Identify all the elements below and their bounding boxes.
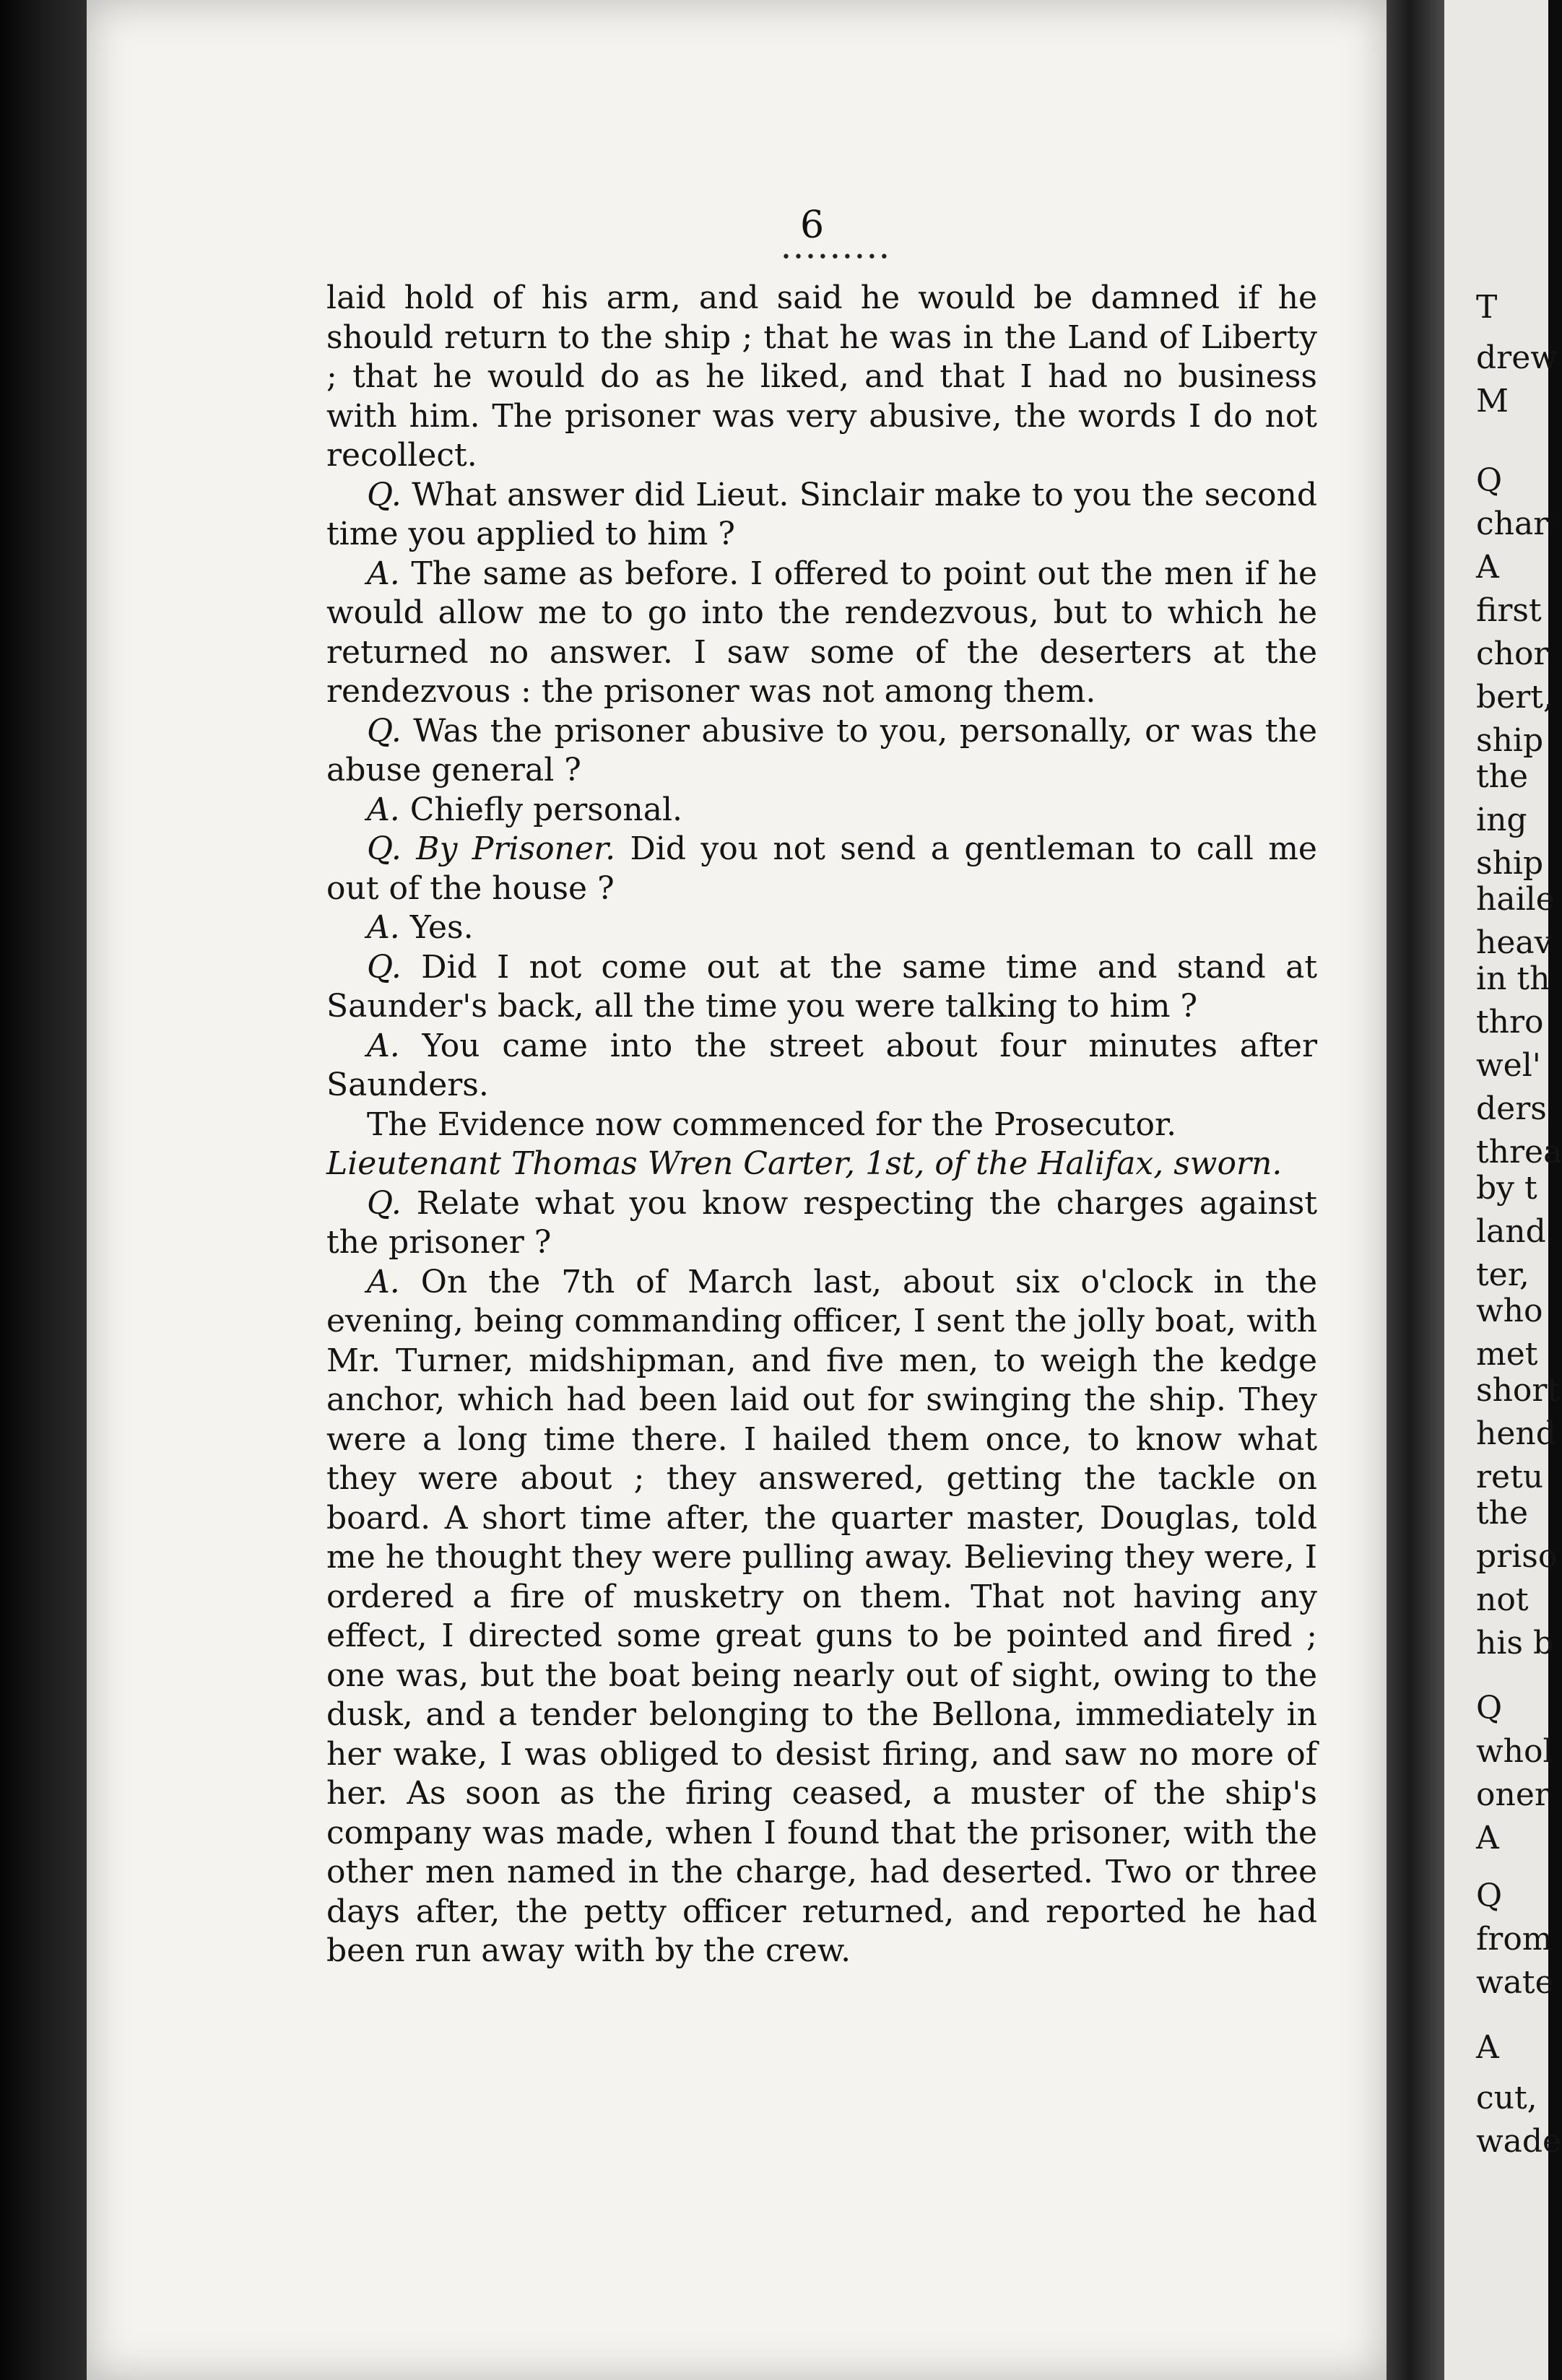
q-mark: Q. <box>367 1184 402 1222</box>
next-page-text-fragment: oner <box>1476 1776 1550 1813</box>
q-mark: Q. <box>367 830 402 867</box>
next-page-text-fragment: land <box>1476 1213 1546 1250</box>
next-page-text-fragment: hend <box>1476 1415 1556 1452</box>
next-page-text-fragment: Q <box>1476 1877 1503 1914</box>
next-page-text-fragment: cut, <box>1476 2080 1537 2116</box>
next-page-text-fragment: wate <box>1476 1964 1554 2001</box>
answer-4 <box>326 1027 1317 1106</box>
next-page-text-fragment: heav <box>1476 924 1553 961</box>
a-text: Yes. <box>409 909 474 946</box>
a-mark: A. <box>367 555 400 592</box>
next-page-text-fragment: ship <box>1476 722 1544 759</box>
next-page-text-fragment: char <box>1476 505 1549 542</box>
next-page-text-fragment: A <box>1476 549 1499 586</box>
q-text: Did I not come out at the same time and stand at Saunder's back, all the time you were talking to him ? <box>326 948 1317 1025</box>
next-page-text-fragment: A <box>1476 1820 1499 1856</box>
next-page-text-fragment: chor <box>1476 635 1549 672</box>
next-page-text-fragment: whol <box>1476 1733 1553 1770</box>
next-page-text-fragment: bert, <box>1476 679 1553 716</box>
a-text: On the 7th of March last, about six o'clock in the evening, being commanding officer, I sent the jolly boat, with Mr. Turner, midshipman, and five men, to weigh the kedge anchor, which had been laid out for swinging the ship. They were a long time there. I hailed them once, to know what they were about ; they answered, getting the tackle on board. A short time after, the quarter master, Douglas, told me he thought they were pulling away. Believing they were, I ordered a fire of musketry on them. That not having any effect, I directed some great guns to be pointed and fired ; one was, but the boat being nearly out of sight, owing to the dusk, and a tender belonging to the Bellona, immediately in her wake, I was obliged to desist firing, and saw no more of her. As soon as the firing ceased, a muster of the ship's company was made, when I found that the prisoner, with the other men named in the charge, had deserted. Two or three days after, the petty officer returned, and reported he had been run away with by the crew. <box>326 1263 1317 1969</box>
next-page-text-fragment: ship <box>1476 845 1544 882</box>
next-page-text-fragment: priso <box>1476 1538 1558 1575</box>
next-page-text-fragment: first <box>1476 592 1542 629</box>
next-page-text-fragment: the <box>1476 1495 1529 1532</box>
next-page-text-fragment: A <box>1476 2029 1499 2066</box>
answer-2 <box>326 791 1317 830</box>
a-text: The same as before. I offered to point out the men if he would allow me to go into the rendezvous, but to which he returned no answer. I saw some of the deserters at the rendezvous : the prisoner was not among them. <box>326 555 1317 710</box>
next-page-text-fragment: M <box>1476 383 1509 420</box>
next-page-text-fragment: threa <box>1476 1134 1562 1171</box>
next-page-text-fragment: his b <box>1476 1625 1554 1662</box>
next-page-text-fragment: drew <box>1476 339 1558 376</box>
page-body <box>326 279 1317 1971</box>
next-page-text-fragment: T <box>1476 289 1498 326</box>
next-page-text-fragment: not <box>1476 1581 1529 1618</box>
question-5 <box>326 1184 1317 1263</box>
next-page-text-fragment: ing <box>1476 802 1527 838</box>
q-text: Relate what you know respecting the charges against the prisoner ? <box>326 1184 1317 1261</box>
ornament-dots: ••••••••• <box>781 248 892 266</box>
next-page-text-fragment: Q <box>1476 1690 1503 1727</box>
a-text: Chiefly personal. <box>409 791 683 828</box>
page-number: 6 <box>800 204 825 247</box>
next-page-text-fragment: haile <box>1476 881 1555 918</box>
a-mark: A. <box>367 1027 400 1064</box>
next-page-text-fragment: met <box>1476 1336 1538 1373</box>
answer-3 <box>326 908 1317 948</box>
next-page-text-fragment: ders <box>1476 1090 1547 1127</box>
a-mark: A. <box>367 909 400 946</box>
next-page-text-fragment: retu <box>1476 1459 1544 1495</box>
q-by-prisoner: By Prisoner. <box>416 830 616 867</box>
question-2 <box>326 712 1317 791</box>
next-page-text-fragment: by t <box>1476 1170 1537 1207</box>
next-page-text-fragment: the <box>1476 758 1529 795</box>
q-text: Was the prisoner abusive to you, personally, or was the abuse general ? <box>326 712 1317 789</box>
question-4 <box>326 948 1317 1027</box>
answer-1 <box>326 555 1317 712</box>
a-mark: A. <box>367 1263 400 1300</box>
q-text: Did you not send a gentleman to call me out of the house ? <box>326 830 1317 907</box>
q-mark: Q. <box>367 476 402 513</box>
witness-heading: Lieutenant Thomas Wren Carter, 1st, of the Halifax, sworn. <box>326 1145 1283 1182</box>
a-mark: A. <box>367 791 400 828</box>
next-page-text-fragment: wel' <box>1476 1047 1541 1084</box>
a-text: You came into the street about four minutes after Saunders. <box>326 1027 1317 1103</box>
q-text: What answer did Lieut. Sinclair make to you the second time you applied to him ? <box>326 476 1317 552</box>
q-mark: Q. <box>367 712 402 750</box>
book-gutter <box>1387 0 1444 2380</box>
paragraph-continuation: laid hold of his arm, and said he would be damned if he should return to the ship ; that he was in the Land of Liberty ; that he would do as he liked, and that I had no business with him. The prisoner was very abusive, the words I do not recollect. <box>326 279 1317 474</box>
question-1 <box>326 476 1317 555</box>
q-mark: Q. <box>367 948 402 986</box>
question-3 <box>326 830 1317 908</box>
next-page-fragment <box>1444 0 1562 2380</box>
book-edge-left <box>0 0 87 2380</box>
next-page-text-fragment: Q <box>1476 462 1503 499</box>
next-page-text-fragment: ter, <box>1476 1256 1530 1293</box>
next-page-text-fragment: from <box>1476 1921 1553 1958</box>
next-page-text-fragment: wade <box>1476 2123 1562 2160</box>
answer-5 <box>326 1263 1317 1971</box>
next-page-text-fragment: who <box>1476 1293 1543 1329</box>
evidence-heading: The Evidence now commenced for the Prosecutor. <box>367 1106 1177 1143</box>
next-page-text-fragment: thro <box>1476 1004 1544 1041</box>
next-page-text-fragment: in th <box>1476 960 1550 997</box>
next-page-text-fragment: short <box>1476 1372 1561 1409</box>
